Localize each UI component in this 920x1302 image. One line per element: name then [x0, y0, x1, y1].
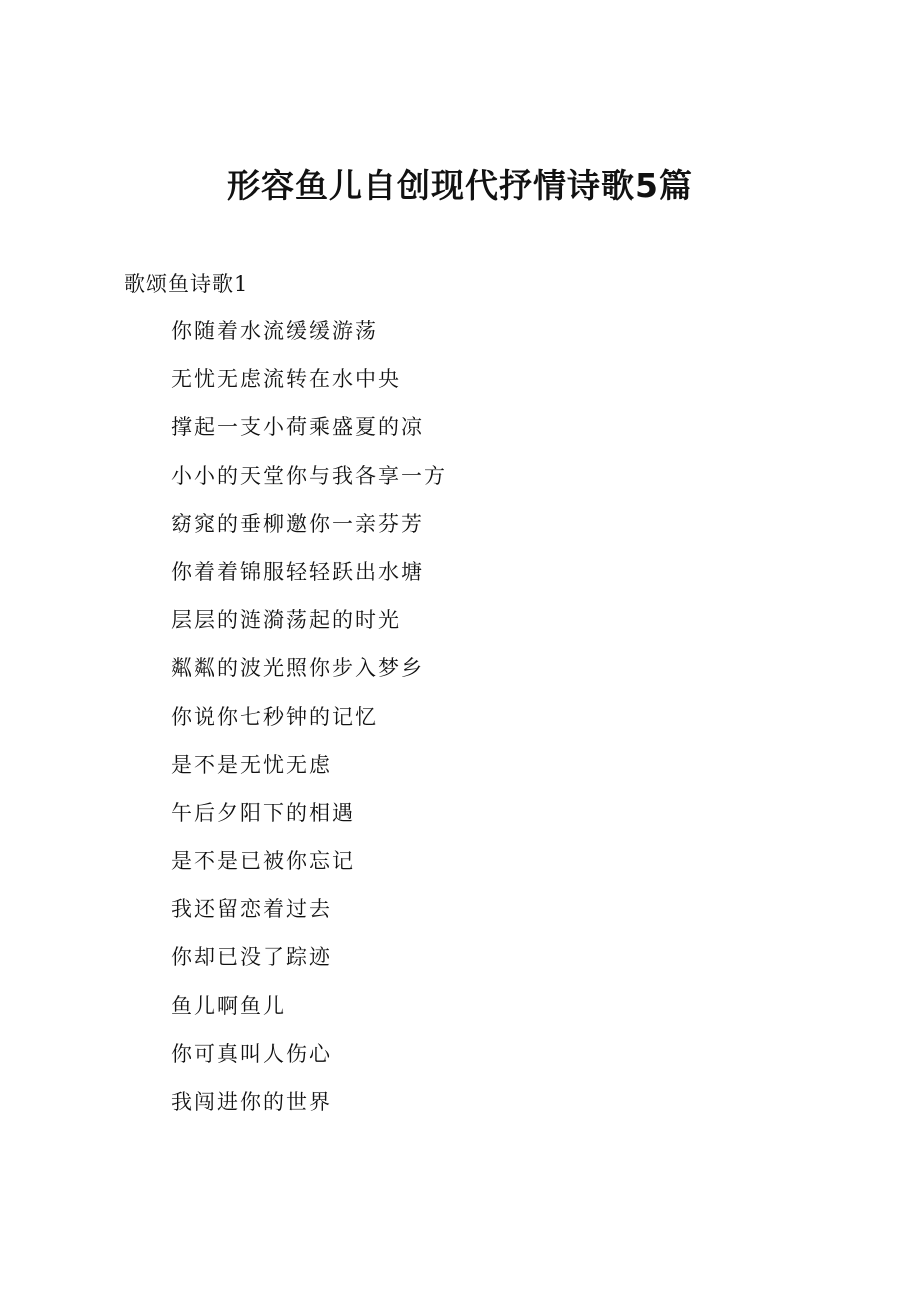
- poem-line: 鱼儿啊鱼儿: [171, 993, 286, 1018]
- poem-line: 窈窕的垂柳邀你一亲芬芳: [171, 511, 424, 536]
- poem-line: 层层的涟漪荡起的时光: [171, 608, 401, 633]
- poem-line: 午后夕阳下的相遇: [171, 800, 355, 825]
- poem-line: 你说你七秒钟的记忆: [171, 704, 378, 729]
- poem-line: 你随着水流缓缓游荡: [171, 319, 378, 343]
- poem-line: 是不是已被你忘记: [171, 849, 355, 874]
- poem-line: 是不是无忧无虑: [171, 752, 332, 777]
- poem-heading: 歌颂鱼诗歌1: [124, 272, 249, 296]
- poem-line: 你着着锦服轻轻跃出水塘: [171, 559, 424, 584]
- poem-line: 撑起一支小荷乘盛夏的凉: [171, 415, 424, 440]
- poem-line: 你却已没了踪迹: [171, 945, 332, 970]
- poem-line: 我还留恋着过去: [171, 897, 332, 922]
- poem-line: 无忧无虑流转在水中央: [171, 367, 401, 392]
- poem-line: 小小的天堂你与我各享一方: [171, 463, 447, 488]
- poem-line: 我闯进你的世界: [171, 1090, 332, 1114]
- document-title: 形容鱼儿自创现代抒情诗歌5篇: [227, 166, 693, 205]
- poem-body: [171, 316, 447, 1135]
- poem-line: 你可真叫人伤心: [171, 1041, 332, 1066]
- poem-line: 粼粼的波光照你步入梦乡: [171, 656, 424, 681]
